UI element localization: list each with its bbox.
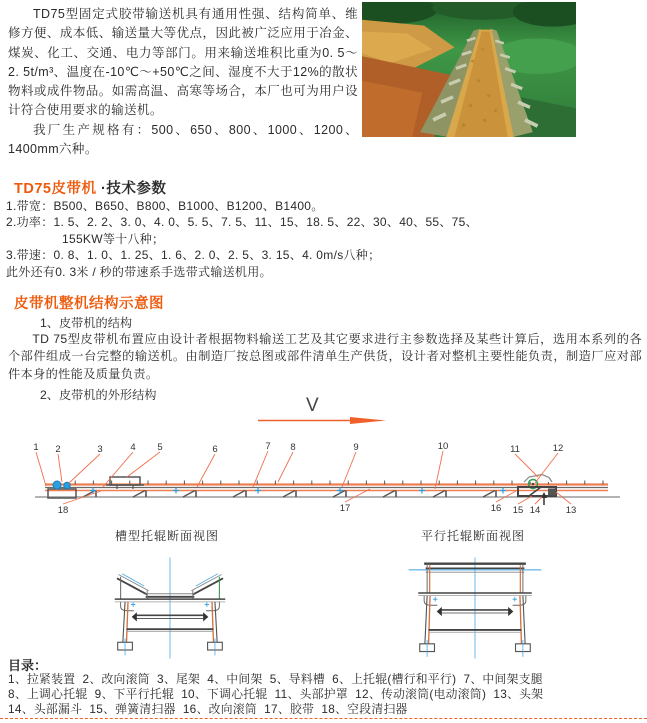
support-brace [233, 491, 245, 498]
callout-leader-4 [103, 452, 133, 487]
support-brace [283, 491, 295, 498]
callout-label-15: 15 [512, 505, 524, 516]
spec-line: 此外还有0. 3米 / 秒的带速系手选带式输送机用。 [6, 264, 272, 279]
callout-label-9: 9 [353, 442, 359, 453]
structure-paragraph-text: TD 75型皮带机布置应由设计者根据物料输送工艺及其它要求进行主参数选择及某些计算后，选用本系列的各个部件组成一台完整的输送机。由制造厂按总图或部件清单生产供货，设计者对整机主要性能负责，制造厂应对部件本身的性能及质量负责。 [8, 332, 642, 381]
legend-line: 8、上调心托辊 9、下平行托辊 10、下调心托辊 11、头部护罩 12、传动滚筒(电动滚筒) 13、头架 [8, 686, 544, 701]
intro-paragraph-2: 我厂生产规格有：500、650、800、1000、1200、1400mm六种。 [8, 122, 358, 157]
support-brace [483, 491, 495, 498]
tech-title-highlight: TD75皮带机 [14, 181, 97, 197]
bend-pulley [64, 482, 70, 488]
callout-label-8: 8 [290, 442, 296, 453]
parallel-idler-diagram [405, 556, 545, 660]
callout-leader-5 [127, 452, 160, 477]
alignment-marker [255, 488, 261, 494]
callout-leader-7 [253, 451, 268, 487]
velocity-label: V [306, 395, 319, 416]
spec-line: 155KW等十八种； [62, 231, 165, 246]
alignment-marker [500, 488, 506, 494]
direction-arrow-icon [252, 394, 388, 426]
callout-leader-6 [197, 454, 215, 487]
callout-label-17: 17 [339, 503, 351, 514]
legend-list [8, 672, 644, 717]
tech-spec-list [6, 198, 642, 280]
callout-label-7: 7 [265, 441, 271, 452]
conveyor-photo-image [362, 2, 576, 137]
alignment-marker [419, 488, 425, 494]
callout-leader-2 [58, 454, 62, 482]
support-brace [433, 491, 445, 498]
callout-label-10: 10 [437, 441, 449, 452]
legend-line: 1、拉紧装置 2、改向滚筒 3、尾架 4、中间架 5、导料槽 6、上托辊(槽行和平行) 7、中间架支腿 [8, 672, 543, 686]
spec-line: 2.功率：1. 5、2. 2、3. 0、4. 0、5. 5、7. 5、11、15、18. 5、22、30、40、55、75、 [6, 215, 478, 230]
callout-label-4: 4 [130, 442, 136, 453]
callout-layer [33, 441, 576, 516]
legend-title: 目录： [8, 658, 48, 673]
caption-trough-section: 槽型托辊断面视图 [114, 529, 219, 543]
callout-label-14: 14 [529, 505, 541, 516]
callout-label-6: 6 [212, 444, 218, 455]
tail-pulley [53, 481, 61, 489]
trough-idler-cross-section [100, 556, 240, 660]
callout-leader-9 [342, 452, 356, 487]
callout-label-16: 16 [490, 503, 502, 514]
spec-line: 1.带宽：B500、B650、B800、B1000、B1200、B1400。 [6, 199, 324, 213]
callout-leader-11 [515, 454, 538, 477]
support-brace [133, 491, 145, 498]
parallel-idler-cross-section [405, 556, 545, 660]
page-bottom-divider [0, 718, 647, 719]
belt-detail-layer [57, 481, 603, 498]
spec-line: 3.带速：0. 8、1. 0、1. 25、1. 6、2. 0、2. 5、3. 15、4. 0m/s八种； [6, 248, 381, 263]
support-brace [333, 491, 345, 498]
callout-label-1: 1 [33, 442, 39, 453]
callout-label-3: 3 [97, 444, 103, 455]
support-brace [183, 491, 195, 498]
caption-parallel-section: 平行托辊断面视图 [420, 529, 525, 543]
tech-section-title [14, 177, 166, 198]
intro-paragraph-1: TD75型固定式胶带输送机具有通用性强、结构简单、维修方便、成本低、输送量大等优点，因此被广泛应用于冶金、煤炭、化工、交通、电力等部门。用来输送堆积比重为0. 5～2. 5t/m³、温度在-10℃～+50℃之间、湿度不大于12%的散状物料或成件物品。如需高温、高寒等场合，本厂也可为用户设计符合使用要求的输送机。 [8, 7, 358, 118]
legend-line: 14、头部漏斗 15、弹簧清扫器 16、改向滚筒 17、胶带 18、空段清扫器 [8, 701, 408, 716]
callout-label-18: 18 [57, 505, 69, 516]
support-brace [383, 491, 395, 498]
callout-leader-14 [535, 497, 542, 504]
callout-label-13: 13 [565, 505, 577, 516]
callout-label-5: 5 [157, 442, 163, 453]
belt-direction-indicator [252, 394, 388, 426]
structure-item-1: 1、皮带机的结构 [40, 316, 133, 330]
tech-title-rest: ·技术参数 [96, 181, 167, 197]
callout-leader-8 [278, 452, 293, 482]
intro-text [8, 5, 358, 159]
trough-idler-diagram [100, 556, 240, 660]
structure-paragraph [8, 331, 642, 383]
callout-leader-1 [36, 452, 46, 486]
structure-item-2: 2、皮带机的外形结构 [40, 388, 157, 402]
callout-label-12: 12 [552, 443, 564, 454]
head-hood [524, 475, 552, 483]
callout-leader-3 [69, 454, 100, 483]
callout-leader-13 [556, 492, 571, 504]
conveyor-diagram [0, 432, 647, 527]
conveyor-side-view-diagram [0, 432, 647, 527]
alignment-marker [173, 488, 179, 494]
callout-label-2: 2 [55, 444, 61, 455]
callout-label-11: 11 [510, 444, 520, 455]
structure-section-title: 皮带机整机结构示意图 [14, 296, 164, 312]
conveyor-photo [362, 2, 576, 137]
